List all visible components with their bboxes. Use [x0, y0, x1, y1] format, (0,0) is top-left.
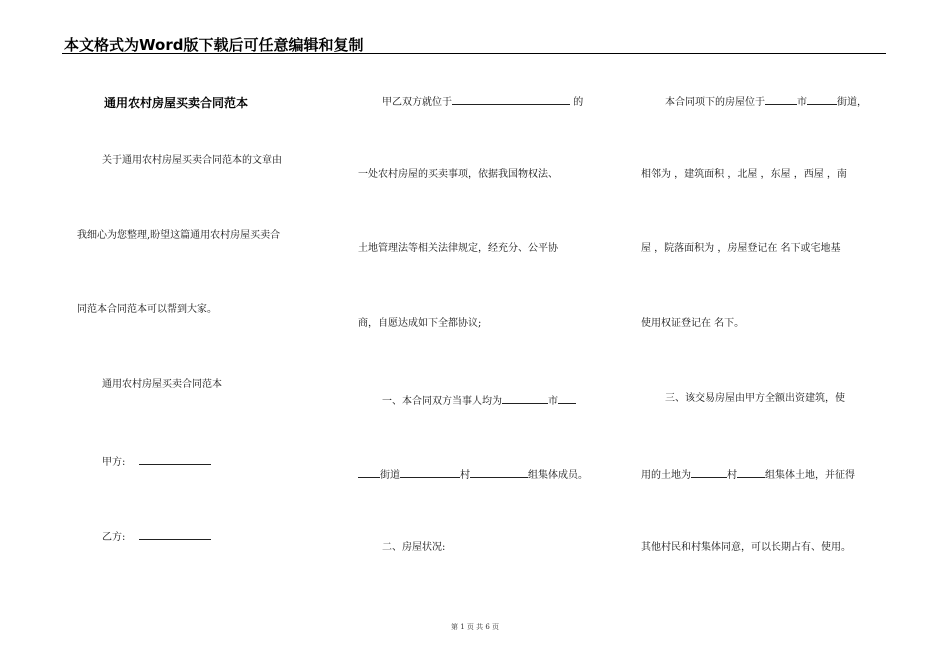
- col3-line-3: 屋 ，院落面积为 ，房屋登记在 名下或宅地基: [641, 243, 841, 254]
- col2-line-3: 土地管理法等相关法律规定，经充分、公平协: [358, 243, 558, 254]
- party-b-label: 乙方:: [102, 532, 126, 543]
- col2-line-6-text-a: 街道: [380, 470, 400, 481]
- house-city-blank: [765, 94, 797, 105]
- col3-line-6: [641, 467, 855, 482]
- intro-line-1: 关于通用农村房屋买卖合同范本的文章由: [102, 155, 282, 166]
- col2-line-1: [382, 94, 583, 109]
- city-blank-2: [558, 393, 576, 404]
- col2-line-4: 商，自愿达成如下全都协议;: [358, 318, 482, 329]
- col2-line-5-text-a: 一、本合同双方当事人均为: [382, 396, 502, 407]
- col3-line-5: 三、该交易房屋由甲方全额出资建筑，使: [665, 393, 845, 404]
- house-street-blank: [807, 94, 837, 105]
- document-title: 通用农村房屋买卖合同范本: [104, 96, 249, 110]
- party-a-label: 甲方:: [102, 457, 126, 468]
- col2-line-5-text-b: 市: [548, 396, 558, 407]
- col2-line-6-text-c: 组集体成员。: [528, 470, 588, 481]
- land-village-blank: [691, 467, 727, 478]
- col3-line-2: 相邻为 ，建筑面积 ，北屋 ，东屋 ，西屋 ，南: [641, 169, 847, 180]
- col2-line-1-text-a: 甲乙双方就位于: [382, 97, 452, 108]
- col3-line-1: [665, 94, 867, 109]
- party-b-line: [102, 529, 211, 544]
- col2-line-6: [358, 467, 588, 482]
- col3-line-1-text-b: 市: [797, 97, 807, 108]
- col2-line-6-text-b: 村: [460, 470, 470, 481]
- page-number-footer: 第 1 页 共 6 页: [450, 623, 500, 631]
- document-header: 本文格式为Word版下载后可任意编辑和复制: [64, 36, 364, 54]
- group-blank: [470, 467, 528, 478]
- village-blank: [400, 467, 460, 478]
- section-two-heading: 二、房屋状况:: [382, 542, 446, 553]
- header-divider: [62, 53, 886, 54]
- street-blank-lead: [358, 467, 380, 478]
- intro-line-2: 我细心为您整理,盼望这篇通用农村房屋买卖合: [77, 230, 281, 241]
- party-a-line: [102, 454, 211, 469]
- col3-line-6-text-a: 用的土地为: [641, 470, 691, 481]
- col2-line-1-text-b: 的: [573, 97, 584, 108]
- col3-line-1-text-a: 本合同项下的房屋位于: [665, 97, 765, 108]
- col3-line-4: 使用权证登记在 名下。: [641, 318, 745, 329]
- contract-subtitle: 通用农村房屋买卖合同范本: [102, 379, 222, 390]
- land-group-blank: [737, 467, 765, 478]
- col3-line-7: 其他村民和村集体同意，可以长期占有、使用。: [641, 542, 851, 553]
- col2-line-5: [382, 393, 576, 408]
- city-blank: [502, 393, 548, 404]
- col2-line-2: 一处农村房屋的买卖事项，依据我国物权法、: [358, 169, 558, 180]
- party-b-blank: [139, 529, 211, 540]
- col3-line-6-text-c: 组集体土地，并征得: [765, 470, 855, 481]
- col3-line-1-text-c: 街道，: [837, 97, 867, 108]
- intro-line-3: 同范本合同范本可以帮到大家。: [77, 304, 217, 315]
- party-a-blank: [139, 454, 211, 465]
- location-blank: [452, 94, 570, 105]
- col3-line-6-text-b: 村: [727, 470, 737, 481]
